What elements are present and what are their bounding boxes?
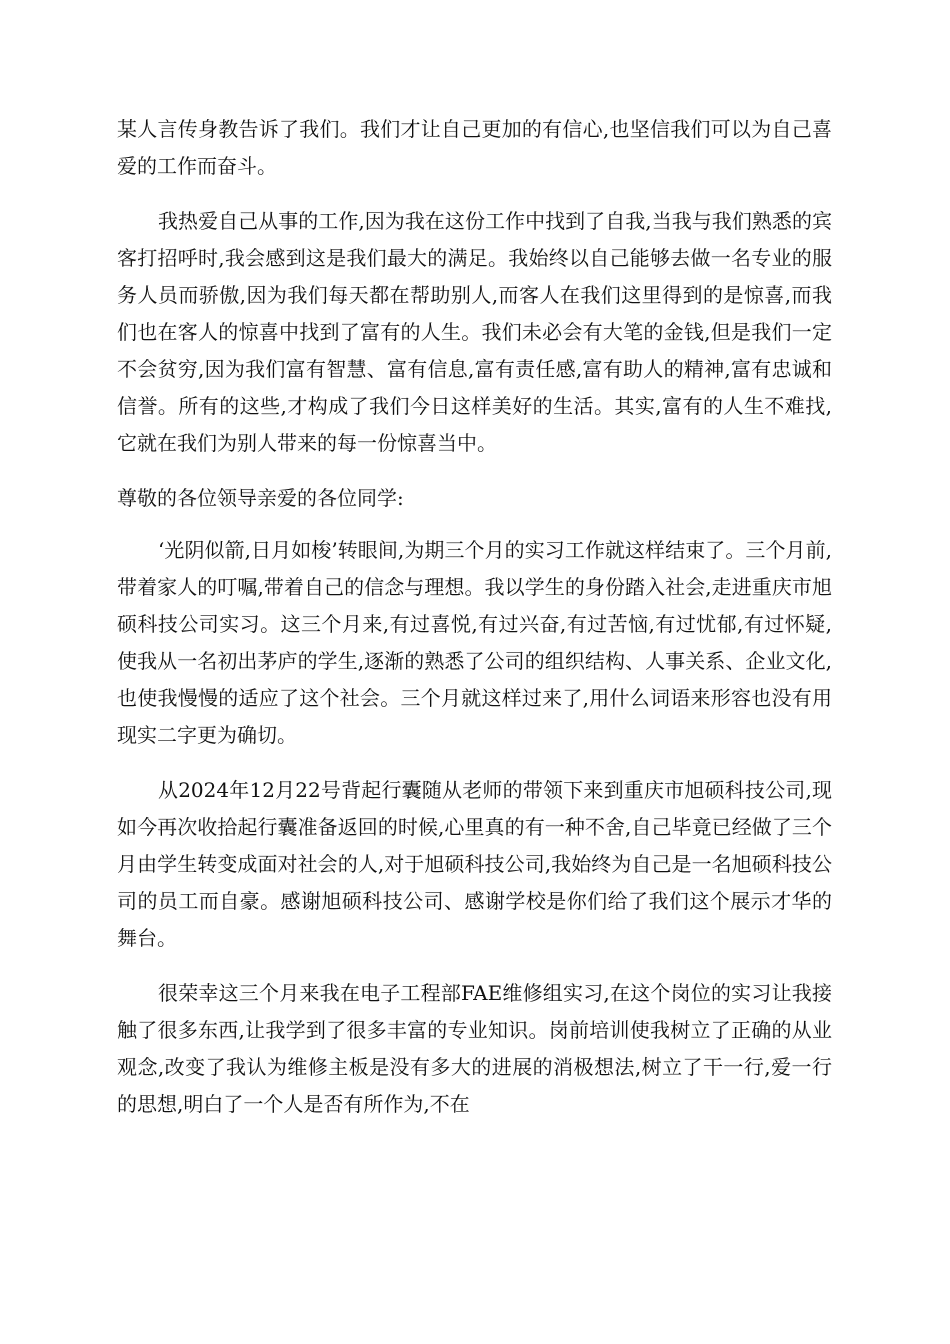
paragraph-1: 某人言传身教告诉了我们。我们才让自己更加的有信心,也坚信我们可以为自己喜爱的工作而奋斗。	[117, 117, 832, 178]
salutation: 尊敬的各位领导亲爱的各位同学:	[117, 486, 404, 510]
paragraph-5: 很荣幸这三个月来我在电子工程部FAE维修组实习,在这个岗位的实习让我接触了很多东西,让我学到了很多丰富的专业知识。岗前培训使我树立了正确的从业观念,改变了我认为维修主板是没有多大的进展的消极想法,树立了干一行,爱一行的思想,明白了一个人是否有所作为,不在	[117, 981, 832, 1116]
paragraph-4: 从2024年12月22号背起行囊随从老师的带领下来到重庆市旭硕科技公司,现如今再次收拾起行囊准备返回的时候,心里真的有一种不舍,自己毕竟已经做了三个月由学生转变成面对社会的人,对于旭硕科技公司,我始终为自己是一名旭硕科技公司的员工而自豪。感谢旭硕科技公司、感谢学校是你们给了我们这个展示才华的舞台。	[117, 778, 832, 950]
paragraph-3: ‘光阴似箭,日月如梭’转眼间,为期三个月的实习工作就这样结束了。三个月前,带着家人的叮嘱,带着自己的信念与理想。我以学生的身份踏入社会,走进重庆市旭硕科技公司实习。这三个月来,有过喜悦,有过兴奋,有过苦恼,有过忧郁,有过怀疑,使我从一名初出茅庐的学生,逐渐的熟悉了公司的组织结构、人事关系、企业文化,也使我慢慢的适应了这个社会。三个月就这样过来了,用什么词语来形容也没有用现实二字更为确切。	[117, 538, 832, 747]
paragraph-2: 我热爱自己从事的工作,因为我在这份工作中找到了自我,当我与我们熟悉的宾客打招呼时,我会感到这是我们最大的满足。我始终以自己能够去做一名专业的服务人员而骄傲,因为我们每天都在帮助别人,而客人在我们这里得到的是惊喜,而我们也在客人的惊喜中找到了富有的人生。我们未必会有大笔的金钱,但是我们一定不会贫穷,因为我们富有智慧、富有信息,富有责任感,富有助人的精神,富有忠诚和信誉。所有的这些,才构成了我们今日这样美好的生活。其实,富有的人生不难找,它就在我们为别人带来的每一份惊喜当中。	[117, 209, 832, 455]
document-body	[117, 111, 832, 1141]
